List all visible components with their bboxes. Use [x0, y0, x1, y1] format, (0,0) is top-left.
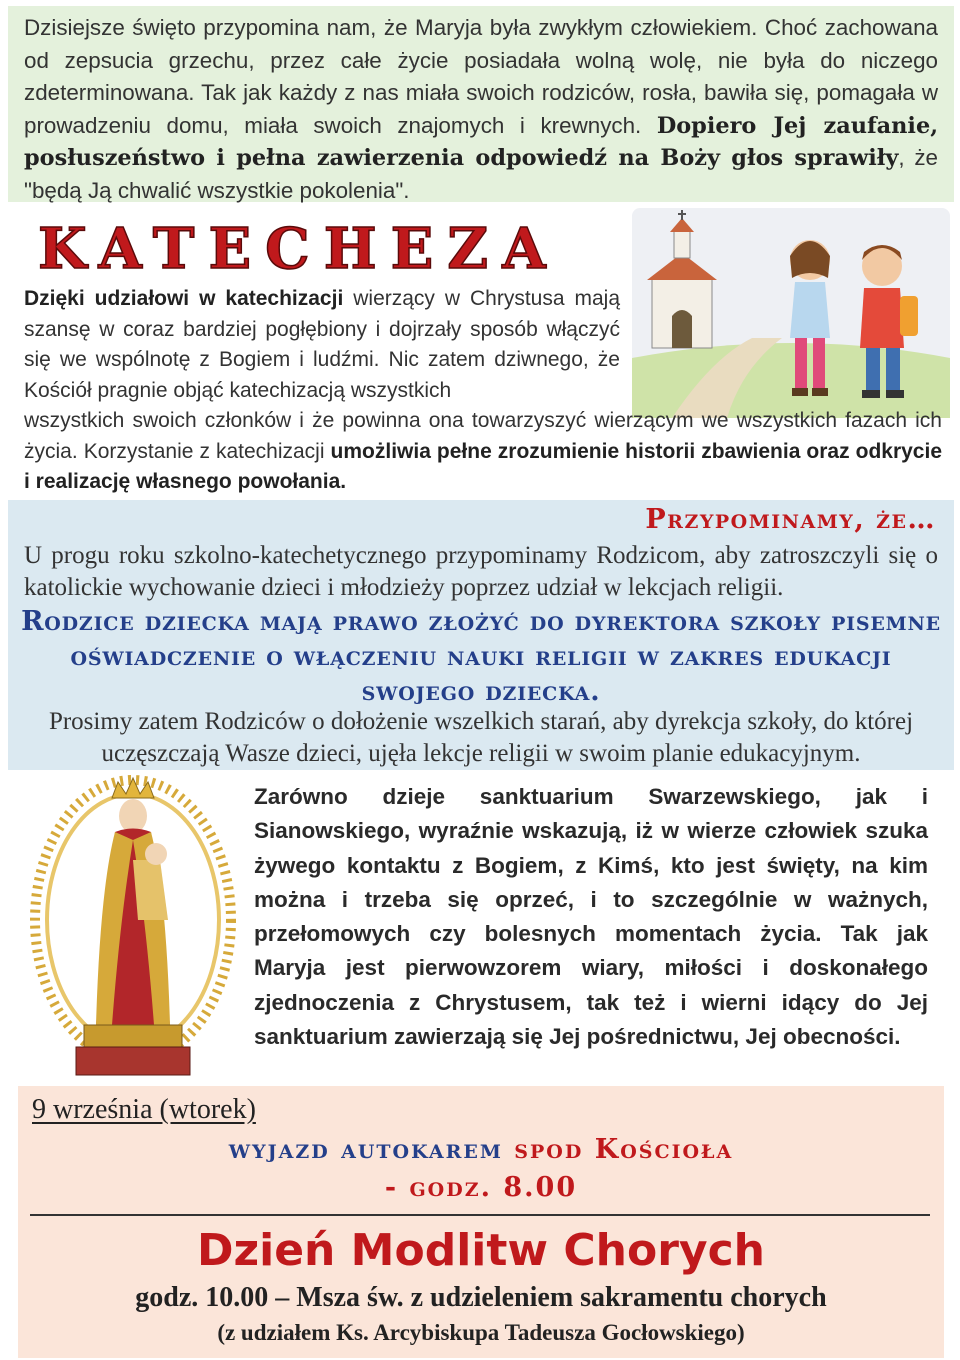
reminder-paragraph-1: U progu roku szkolno-katechetycznego przypominamy Rodzicom, aby zatroszczyli się o katolickie wychowanie dzieci i młodzieży poprzez udział w lekcjach religii. — [24, 542, 938, 601]
event-date: 9 września (wtorek) — [32, 1094, 256, 1125]
intro-highlight: Dopiero Jej zaufanie, posłuszeństwo i pełna zawierzenia odpowiedź na Boży głos sprawiły — [24, 112, 938, 171]
madonna-statue-image — [30, 770, 236, 1088]
intro-section — [8, 6, 954, 202]
katecheza-bold-lead: Dzięki udziałowi w katechizacji — [24, 287, 344, 310]
bus-trip-text: wyjazd autokarem — [228, 1134, 503, 1165]
mass-info: godz. 10.00 – Msza św. z udzieleniem sakramentu chorych — [135, 1282, 827, 1313]
event-title: Dzień Modlitw Chorych — [196, 1225, 765, 1276]
madonna-statue-icon — [35, 778, 231, 1075]
bus-trip-location: spod Kościoła — [514, 1134, 734, 1165]
intro-text: Dzisiejsze święto przypomina nam, że Maryja była zwykłym człowiekiem. Choć zachowana od zepsucia grzechu, przez całe życie posiadała wolną wolę, nie była do niczego zdeterminowana. Tak jak każdy z nas miała swoich rodziców, rosła, bawiła się, pomagała w prowadzeniu domu, miała swoich znajomych i krewnych. — [24, 15, 938, 138]
sanctuary-text: Zarówno dzieje sanktuarium Swarzewskiego, jak i Sianowskiego, wyraźnie wskazują, iż w wierze człowiek szuka żywego kontaktu z Bogiem, z Kimś, kto jest święty, na kim można i trzeba się oprzeć, i to szczególnie w ważnych, przełomowych czy bolesnych momentach życia. Tak jak Maryja jest pierwowzorem wiary, miłości i doskonałego zjednoczenia z Chrystusem, tak też i wierni idący do Jej sanktuarium zawierzają się Jej pośrednictwu, Jej obecności. — [254, 784, 928, 1050]
katecheza-title: KATECHEZA — [38, 216, 560, 282]
katecheza-wide-text: wszystkich swoich członków i że powinna ona towarzyszyć wierzącym we wszystkich fazach ich życia. Korzystanie z katechizacji — [24, 409, 942, 463]
katecheza-text — [24, 284, 942, 498]
events-section — [18, 1086, 944, 1358]
bus-trip-info — [18, 1132, 944, 1168]
katecheza-text-narrow — [24, 284, 620, 406]
parents-rights-statement: Rodzice dziecka mają prawo złożyć do dyrektora szkoły pisemne oświadczenie o włączeniu nauki religii w zakres edukacji swojego dziecka. — [21, 606, 941, 707]
mass-celebrant: (z udziałem Ks. Arcybiskupa Tadeusza Gocłowskiego) — [217, 1320, 745, 1345]
departure-time: - godz. 8.00 — [384, 1172, 578, 1203]
divider — [30, 1214, 930, 1216]
katecheza-bold-end: umożliwia pełne zrozumienie historii zbawienia oraz odkrycie i realizację własnego powołania. — [24, 439, 942, 493]
katecheza-narrow-rest: wierzący w Chrystusa mają szansę w coraz bardziej pogłębiony i dojrzały sposób włączyć się we wspólnotę z Bogiem i ludźmi. Nic zatem dziwnego, że Kościół pragnie objąć katechizacją wszystkich — [24, 287, 621, 402]
reminder-paragraph-2: Prosimy zatem Rodziców o dołożenie wszelkich starań, aby dyrekcja szkoły, do której uczęszczają Wasze dzieci, ujęła lekcje religii w swoim planie edukacyjnym. — [48, 708, 914, 767]
reminder-heading: Przypominamy, że… — [645, 504, 936, 535]
intro-text-end: , że "będą Ją chwalić wszystkie pokolenia". — [24, 145, 939, 203]
reminder-section — [8, 500, 954, 770]
